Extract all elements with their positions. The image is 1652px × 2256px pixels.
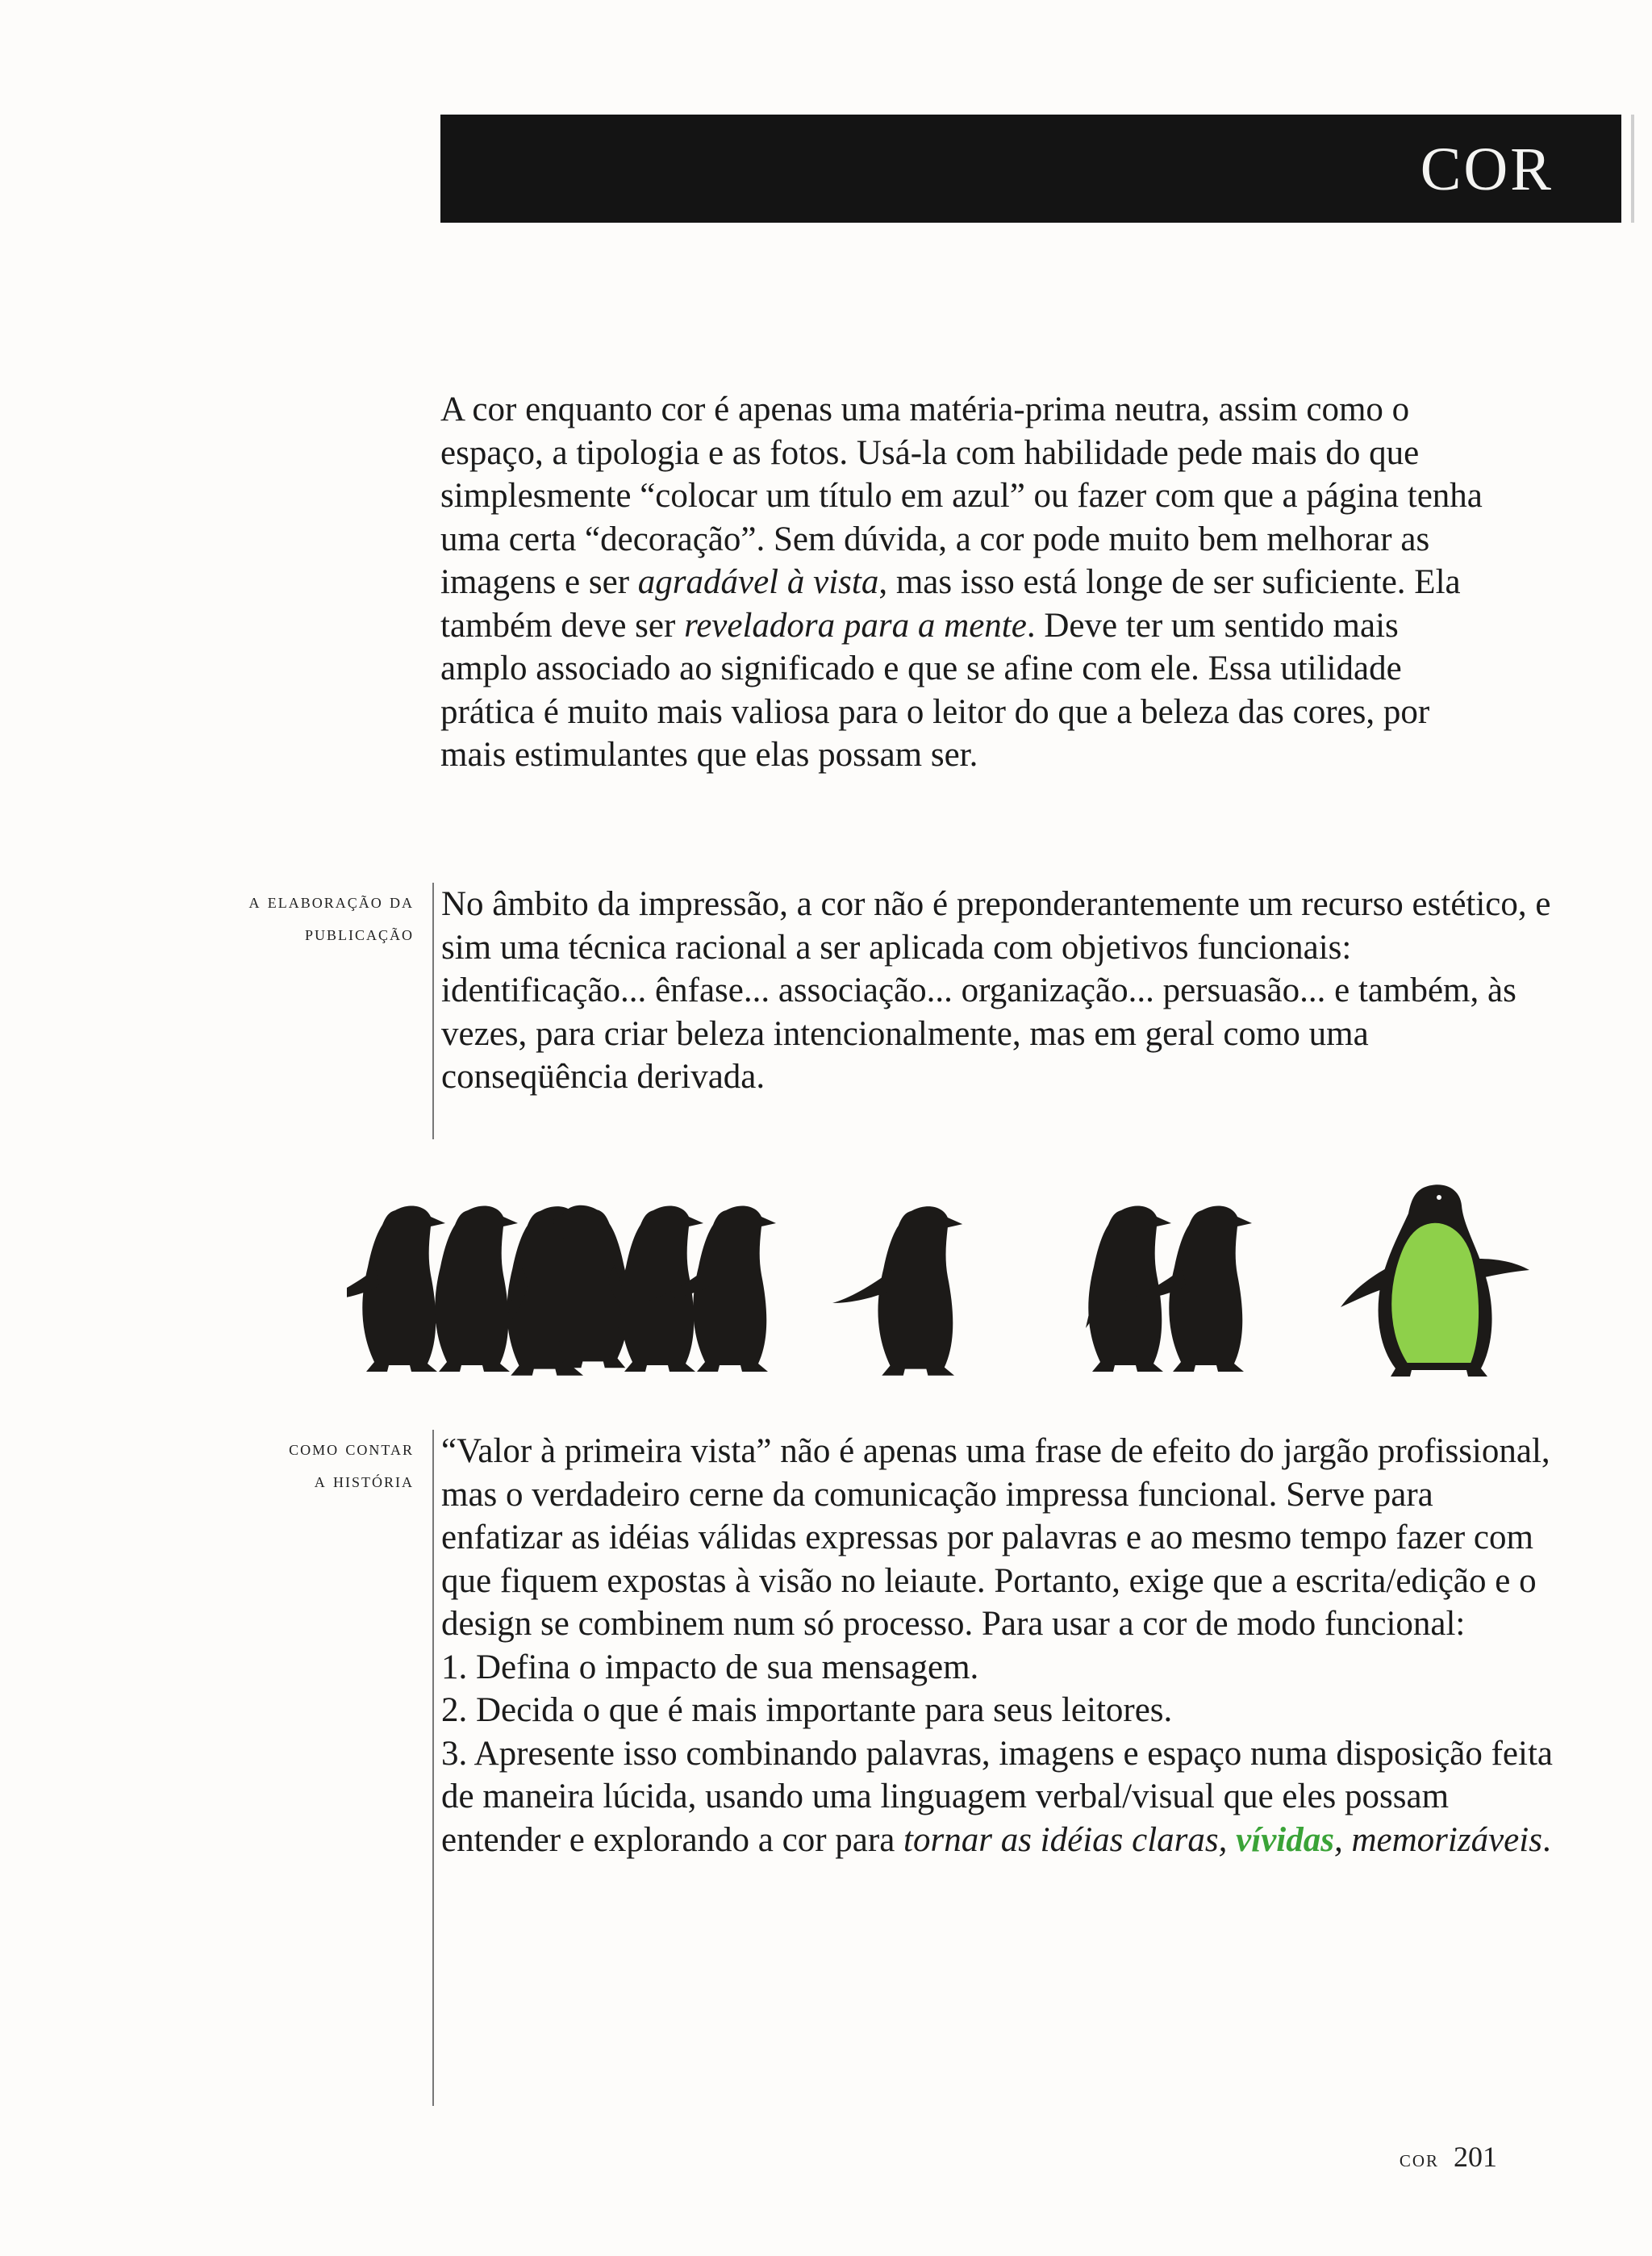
penguin-silhouette <box>832 1206 962 1376</box>
chapter-title: COR <box>1420 136 1554 203</box>
page-number: 201 <box>1454 2141 1497 2173</box>
footer-section-label: cor <box>1399 2145 1439 2172</box>
emphasis-vividas: vívidas <box>1236 1820 1334 1859</box>
header-band-edge <box>1631 115 1634 223</box>
penguin-silhouette <box>432 1205 518 1372</box>
intro-paragraph: A cor enquanto cor é apenas uma matéria-prima neutra, assim como o espaço, a tipologia e as fotos. Usá-la com habilidade pede mais do que simplesmente “colocar um título em azul” ou fazer com que a página tenha uma certa “decoração”. Sem dúvida, a cor pode muito bem melhorar as imagens e ser agradável à vista, mas isso está longe de ser suficiente. Ela também deve ser reveladora para a mente. Deve ter um sentido mais amplo associado ao significado e que se afine com ele. Essa utilidade prática é muito mais valiosa para o leitor do que a beleza das cores, por mais estimulantes que elas possam ser. <box>440 391 1483 774</box>
emphasis-reveladora: reveladora para a mente <box>684 606 1027 645</box>
section-historia <box>432 1430 1554 2106</box>
section-elaboracao <box>432 883 1554 1139</box>
list-item: 1. Defina o impacto de sua mensagem. <box>441 1648 979 1686</box>
list-item: 3. Apresente isso combinando palavras, imagens e espaço numa disposição feita de maneira lúcida, usando uma linguagem verbal/visual que eles possam entender e explorando a cor para tornar as idéias claras, vívidas, memorizáveis. <box>441 1734 1553 1859</box>
list-item: 2. Decida o que é mais importante para seus leitores. <box>441 1691 1173 1729</box>
emphasis-agradavel: agradável à vista <box>637 563 879 601</box>
penguin-illustration <box>347 1178 1541 1388</box>
page-footer <box>1400 2140 1497 2174</box>
section-historia-text: “Valor à primeira vista” não é apenas uma frase de efeito do jargão profissional, mas o verdadeiro cerne da comunicação impressa funcional. Serve para enfatizar as idéias válidas expressas por palavras e ao mesmo tempo fazer com que fiquem expostas à visão no leiaute. Portanto, exige que a escrita/edição e o design se combinem num só processo. Para usar a cor de modo funcional: 1. Defina o impacto de sua mensagem. 2. Decida o que é mais importante para seus leitores. 3. Apresente isso combinando palavras, imagens e espaço numa disposição feita de maneira lúcida, usando uma linguagem verbal/visual que eles possam entender e explorando a cor para tornar as idéias claras, vívidas, memorizáveis. <box>441 1430 1554 1861</box>
section-label-elaboracao: a elaboração da publicação <box>248 891 414 945</box>
section-label-historia: como contar a história <box>289 1438 414 1492</box>
chapter-header-band <box>440 115 1621 223</box>
penguin-silhouette <box>347 1205 445 1372</box>
section-elaboracao-text: No âmbito da impressão, a cor não é preponderantemente um recurso estético, e sim uma técnica racional a ser aplicada com objetivos funcionais: identificação... ênfase... associação... organização... persuasão... e também, às vezes, para criar beleza intencionalmente, mas em geral como uma conseqüência derivada. <box>441 885 1551 1096</box>
green-penguin <box>1341 1184 1529 1377</box>
